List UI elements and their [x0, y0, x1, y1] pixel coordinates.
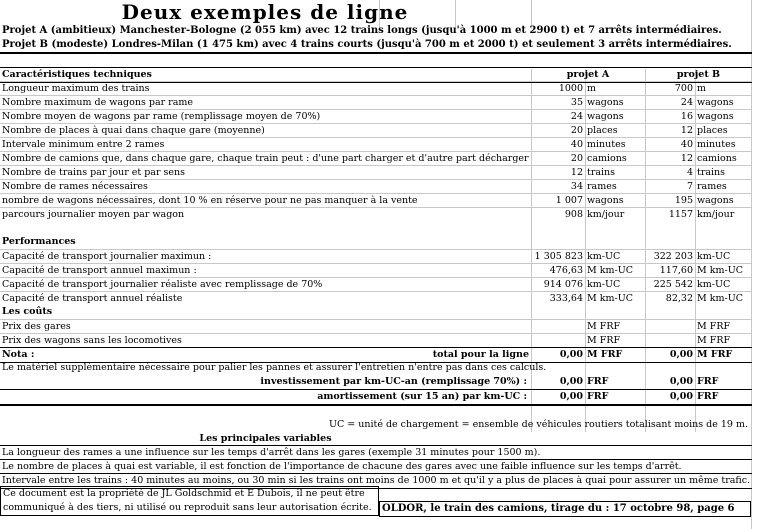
intro-line-a — [0, 24, 752, 38]
section-perf-title: Performances — [2, 236, 76, 247]
tech-row-label: nombre de wagons nécessaires, dont 10 % en réserve pour ne pas manquer à la vente — [2, 195, 418, 206]
tech-row-a-value: 908 — [564, 209, 583, 220]
nota-text-row — [0, 361, 752, 375]
perf-row-a-unit: M km-UC — [587, 265, 633, 276]
perf-row-a-unit: km-UC — [587, 251, 621, 262]
tech-row-a-value: 40 — [570, 139, 583, 150]
tech-row-a-unit: wagons — [587, 111, 624, 122]
tech-row-a-value: 1 007 — [555, 195, 583, 206]
tech-row-a-unit: m — [587, 83, 597, 94]
footer-document-ref: OLDOR, le train des camions, tirage du : 17 octobre 98, page 6 — [379, 501, 751, 517]
perf-header-row — [0, 235, 752, 249]
perf-row-b-value: 225 542 — [653, 279, 693, 290]
invest-row — [0, 375, 752, 390]
tech-row-a-unit: places — [587, 125, 618, 136]
cost-row — [0, 333, 752, 348]
tech-row-label: Nombre de places à quai dans chaque gare (moyenne) — [2, 125, 265, 136]
tech-row-a-value: 20 — [570, 125, 583, 136]
perf-row — [0, 291, 752, 306]
cost-row-b-value — [645, 334, 695, 348]
var-line — [0, 459, 752, 474]
section-tech-title: Caractéristiques techniques — [2, 69, 152, 80]
amort-b-value: 0,00 — [669, 391, 693, 402]
tech-row-a-value: 35 — [570, 97, 583, 108]
perf-row — [0, 277, 752, 292]
col-header-projet-a: projet A — [566, 69, 610, 80]
perf-row-b-unit: km-UC — [697, 279, 731, 290]
tech-row-a-unit: km/jour — [587, 209, 625, 220]
tech-row-b-value: 24 — [680, 97, 693, 108]
cost-row-a-unit: M FRF — [587, 321, 621, 332]
tech-row-label: Nombre de trains par jour et par sens — [2, 167, 186, 178]
total-label: total pour la ligne — [432, 349, 529, 360]
tech-row-label: Nombre maximum de wagons par rame — [2, 97, 194, 108]
perf-row — [0, 249, 752, 264]
var-line-2: Le nombre de places à quai est variable, il est fonction de l'importance de chacune des gares avec une faible influence sur les temps d'arrêt. — [2, 461, 682, 472]
perf-row-a-unit: M km-UC — [587, 293, 633, 304]
tech-row — [0, 207, 752, 222]
tech-row — [0, 123, 752, 138]
perf-row-a-value: 333,64 — [549, 293, 583, 304]
tech-row — [0, 165, 752, 180]
amort-a-unit: FRF — [587, 391, 609, 402]
tech-row — [0, 193, 752, 208]
total-b-unit: M FRF — [697, 349, 733, 360]
invest-b-unit: FRF — [697, 376, 719, 387]
invest-a-unit: FRF — [587, 376, 609, 387]
tech-row-b-unit: camions — [697, 153, 737, 164]
tech-row-a-value: 24 — [570, 111, 583, 122]
perf-row-a-value: 914 076 — [543, 279, 583, 290]
cost-row-a-value — [531, 334, 585, 348]
total-a-value: 0,00 — [559, 349, 583, 360]
tech-row-b-unit: trains — [697, 167, 726, 178]
amort-row — [0, 390, 752, 406]
nota-label: Nota : — [2, 349, 35, 360]
invest-b-value: 0,00 — [669, 376, 693, 387]
tech-row-b-unit: km/jour — [697, 209, 735, 220]
tech-row-b-value: 4 — [686, 167, 693, 178]
tech-row-b-value: 40 — [680, 139, 693, 150]
tech-row-b-value: 12 — [680, 125, 693, 136]
tech-row-label: parcours journalier moyen par wagon — [2, 209, 185, 220]
tech-row-a-unit: rames — [587, 181, 617, 192]
tech-row-a-unit: camions — [587, 153, 627, 164]
amort-b-unit: FRF — [697, 391, 719, 402]
uc-note: UC = unité de chargement = ensemble de véhicules routiers totalisant moins de 19 m. — [328, 419, 748, 430]
tech-row — [0, 137, 752, 152]
tech-row-a-value: 1000 — [558, 83, 583, 94]
section-var-title: Les principales variables — [199, 433, 332, 444]
cost-row-b-unit: M FRF — [697, 335, 731, 346]
perf-row-b-unit: M km-UC — [697, 293, 743, 304]
tech-row-b-unit: wagons — [697, 195, 734, 206]
intro-line-b — [0, 38, 752, 54]
tech-row-b-unit: wagons — [697, 97, 734, 108]
tech-row-b-unit: m — [697, 83, 707, 94]
tech-row-label: Intervale minimum entre 2 rames — [2, 139, 165, 150]
tech-row-a-unit: trains — [587, 167, 616, 178]
tech-row-a-unit: wagons — [587, 195, 624, 206]
page-title: Deux exemples de ligne — [121, 0, 409, 24]
tech-row — [0, 151, 752, 166]
amort-label: amortissement (sur 15 an) par km-UC : — [317, 391, 527, 402]
section-cost-title: Les coûts — [2, 306, 53, 317]
footer-copyright-line-2: communiqué à des tiers, ni utilisé ou reproduit sans leur autorisation écrite. — [3, 502, 372, 513]
cost-row-b-unit: M FRF — [697, 321, 731, 332]
tech-row-label: Nombre de camions que, dans chaque gare, chaque train peut : d'une part charger et d'autre part décharger — [2, 153, 529, 164]
perf-row-b-value: 322 203 — [653, 251, 693, 262]
tech-row-b-unit: rames — [697, 181, 727, 192]
perf-row-label: Capacité de transport journalier réaliste avec remplissage de 70% — [2, 279, 323, 290]
tech-row-b-value: 16 — [680, 111, 693, 122]
perf-row-label: Capacité de transport journalier maximun : — [2, 251, 212, 262]
perf-row-label: Capacité de transport annuel réaliste — [2, 293, 183, 304]
tech-row-b-value: 1157 — [668, 209, 693, 220]
cost-row-b-value — [645, 320, 695, 334]
var-line-1: La longueur des rames a une influence sur les temps d'arrêt dans les gares (exemple 31 minutes pour 1500 m). — [2, 447, 541, 458]
tech-row-b-unit: minutes — [697, 139, 736, 150]
footer-copyright-box — [0, 486, 379, 516]
perf-row-b-unit: M km-UC — [697, 265, 743, 276]
tech-row-a-value: 12 — [570, 167, 583, 178]
uc-note-row — [0, 418, 752, 432]
cost-row-a-unit: M FRF — [587, 335, 621, 346]
tech-row-b-value: 700 — [674, 83, 693, 94]
perf-row — [0, 263, 752, 278]
total-a-unit: M FRF — [587, 349, 623, 360]
cost-row-label: Prix des gares — [2, 321, 71, 332]
tech-row-a-unit: minutes — [587, 139, 626, 150]
intro-text-a: Projet A (ambitieux) Manchester-Bologne (2 055 km) avec 12 trains longs (jusqu'à 1000 m et 2900 t) et 7 arrêts intermédiaires. — [2, 25, 722, 36]
perf-row-b-unit: km-UC — [697, 251, 731, 262]
amort-a-value: 0,00 — [559, 391, 583, 402]
tech-row-a-value: 34 — [570, 181, 583, 192]
tech-row-a-unit: wagons — [587, 97, 624, 108]
tech-row — [0, 81, 752, 96]
total-b-value: 0,00 — [669, 349, 693, 360]
tech-row-a-value: 20 — [570, 153, 583, 164]
cost-row-a-value — [531, 320, 585, 334]
footer-copyright-line-1: Ce document est la propriété de JL Goldschmid et E Dubois, il ne peut être — [3, 488, 365, 499]
tech-row-b-unit: places — [697, 125, 728, 136]
cost-row — [0, 319, 752, 334]
perf-row-label: Capacité de transport annuel maximun : — [2, 265, 197, 276]
tech-row — [0, 109, 752, 124]
perf-row-a-unit: km-UC — [587, 279, 621, 290]
var-line — [0, 445, 752, 460]
tech-row-b-value: 7 — [686, 181, 693, 192]
cost-row-label: Prix des wagons sans les locomotives — [2, 335, 182, 346]
perf-row-b-value: 117,60 — [659, 265, 693, 276]
tech-row-label: Longueur maximum des trains — [2, 83, 150, 94]
tech-row-b-value: 12 — [680, 153, 693, 164]
var-header-row — [0, 432, 752, 446]
perf-row-a-value: 1 305 823 — [534, 251, 583, 262]
tech-row — [0, 179, 752, 194]
tech-row-b-unit: wagons — [697, 111, 734, 122]
tech-row-b-value: 195 — [674, 195, 693, 206]
perf-row-b-value: 82,32 — [665, 293, 693, 304]
nota-text: Le matériel supplémentaire nécessaire pour palier les pannes et assurer l'entretien n'entre pas dans ces calculs. — [2, 362, 547, 373]
var-line-3: Intervale entre les trains : 40 minutes au moins, ou 30 min si les trains ont moins de 1000 m et qu'il y a plus de places à quai pour assurer un même trafic. — [2, 475, 751, 486]
intro-text-b: Projet B (modeste) Londres-Milan (1 475 km) avec 4 trains courts (jusqu'à 700 m et 2000 t) et seulement 3 arrêts intermédiaires. — [2, 39, 732, 50]
tech-row — [0, 95, 752, 110]
tech-row-label: Nombre de rames nécessaires — [2, 181, 148, 192]
cost-header-row — [0, 305, 752, 319]
invest-label: investissement par km-UC-an (remplissage 70%) : — [260, 376, 527, 387]
tech-row-label: Nombre moyen de wagons par rame (remplissage moyen de 70%) — [2, 111, 321, 122]
col-header-projet-b: projet B — [676, 69, 721, 80]
invest-a-value: 0,00 — [559, 376, 583, 387]
perf-row-a-value: 476,63 — [549, 265, 583, 276]
